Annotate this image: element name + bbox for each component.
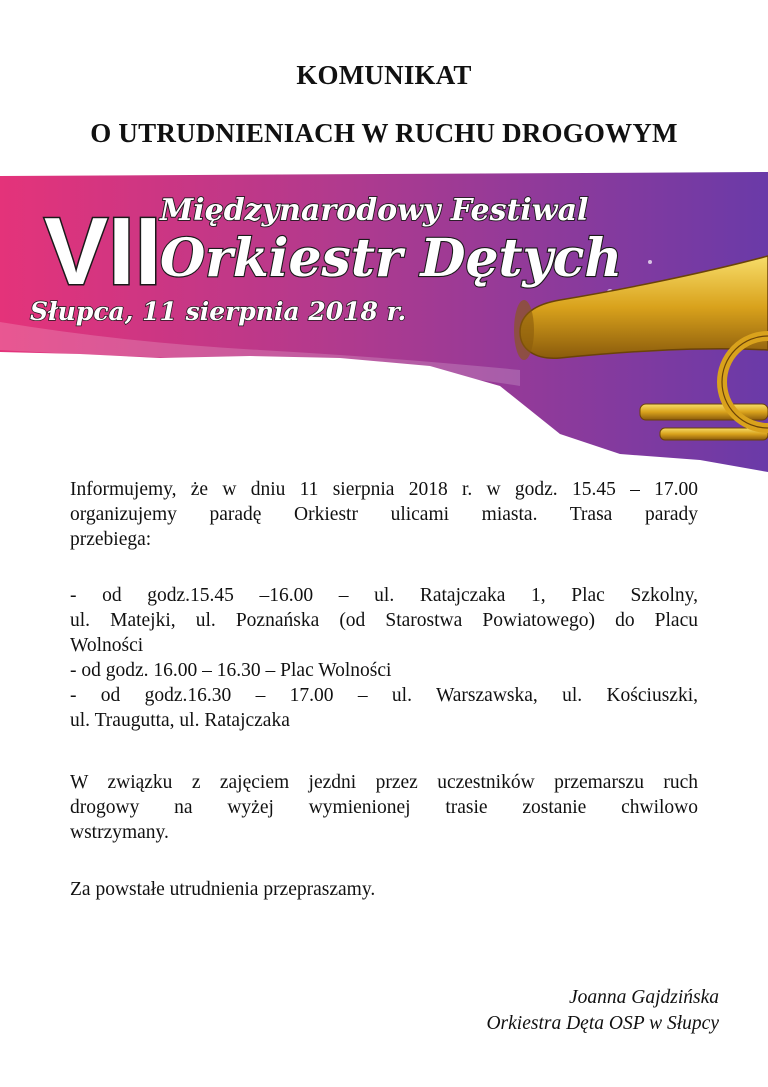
signature-organization: Orkiestra Dęta OSP w Słupcy — [486, 1013, 719, 1034]
notice-paragraph — [70, 770, 698, 845]
route-item: - od godz.16.30 – 17.00 – ul. Warszawska, ul. Kościuszki, — [70, 685, 698, 706]
route-item: ul. Traugutta, ul. Ratajczaka — [70, 710, 290, 731]
edition-label: VII — [44, 198, 162, 305]
banner-line-1: Międzynarodowy Festiwal — [160, 193, 589, 228]
text-line: wstrzymany. — [70, 822, 169, 843]
banner-line-2: Orkiestr Dętych — [160, 228, 623, 289]
signature-block — [486, 985, 719, 1037]
apology-paragraph — [70, 877, 698, 902]
festival-banner — [0, 172, 768, 472]
document-subtitle: O UTRUDNIENIACH W RUCHU DROGOWYM — [90, 118, 678, 148]
text-line: drogowy na wyżej wymienionej trasie zostanie chwilowo — [70, 797, 698, 818]
route-list — [70, 583, 698, 733]
text-line: przebiega: — [70, 529, 152, 550]
signature-name: Joanna Gajdzińska — [568, 987, 719, 1008]
banner-line-3: Słupca, 11 sierpnia 2018 r. — [30, 297, 407, 326]
intro-paragraph — [70, 477, 698, 552]
document-title: KOMUNIKAT — [296, 60, 472, 90]
route-item: - od godz. 16.00 – 16.30 – Plac Wolności — [70, 660, 392, 681]
text-line: Za powstałe utrudnienia przepraszamy. — [70, 879, 376, 900]
route-item: - od godz.15.45 –16.00 – ul. Ratajczaka 1, Plac Szkolny, — [70, 585, 698, 606]
text-line: Informujemy, że w dniu 11 sierpnia 2018 r. w godz. 15.45 – 17.00 — [70, 479, 698, 500]
festival-banner-graphic — [0, 172, 768, 472]
route-item: ul. Matejki, ul. Poznańska (od Starostwa Powiatowego) do Placu — [70, 610, 698, 631]
text-line: W związku z zajęciem jezdni przez uczestników przemarszu ruch — [70, 772, 698, 793]
text-line: organizujemy paradę Orkiestr ulicami miasta. Trasa parady — [70, 504, 698, 525]
route-item: Wolności — [70, 635, 144, 656]
